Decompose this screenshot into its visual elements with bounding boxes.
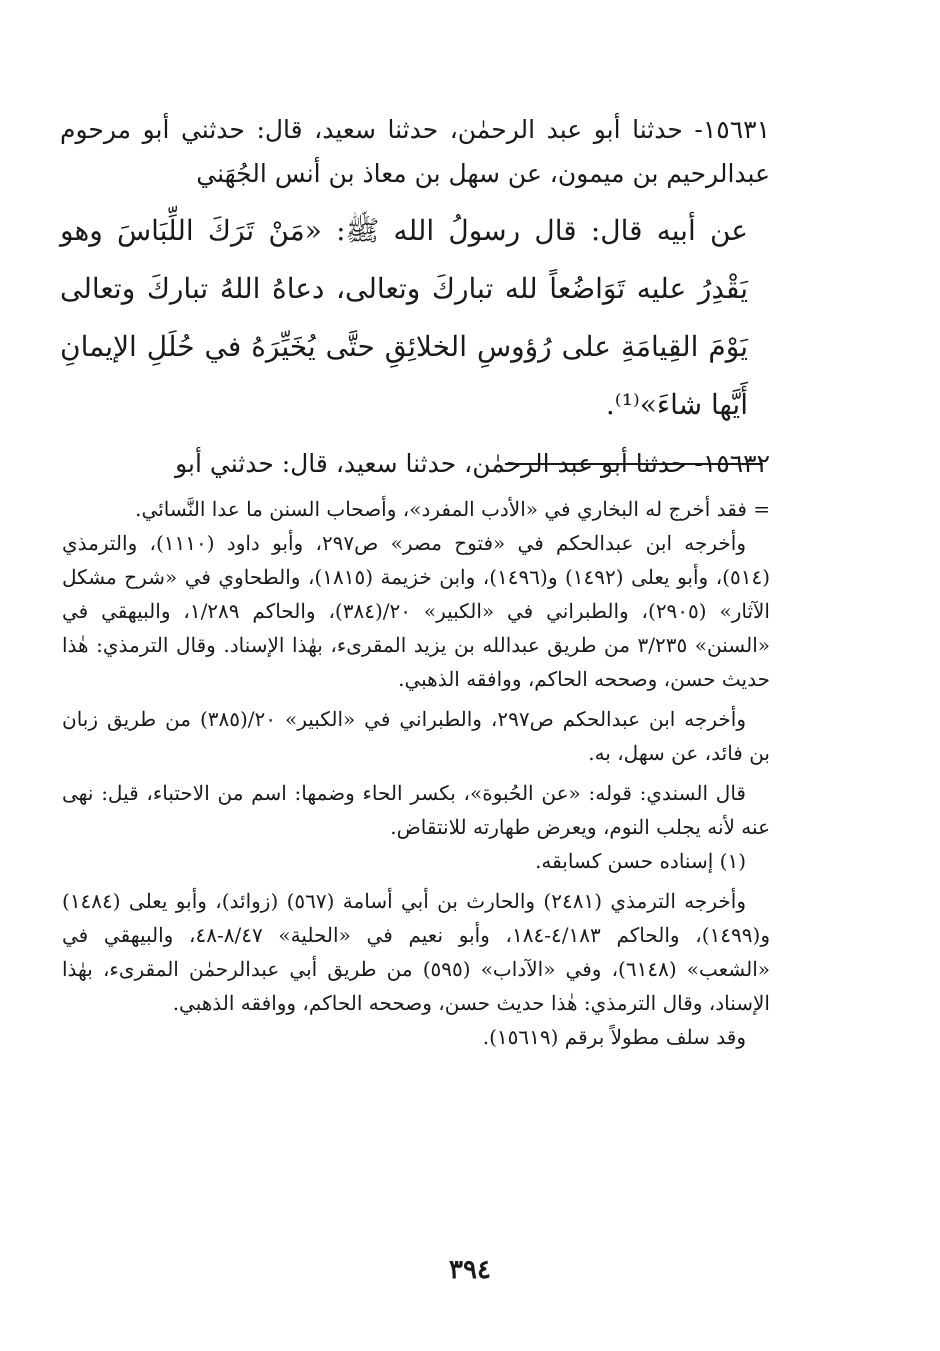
footnotes	[62, 492, 770, 1054]
footnote-paragraph: وأخرجه الترمذي (٢٤٨١) والحارث بن أبي أسامة (٥٦٧) (زوائد)، وأبو يعلى (١٤٨٤) و(١٤٩٩)، والحاكم ٤/١٨٣-١٨٤، وأبو نعيم في «الحلية» ٨/٤٧-٤٨، والبيهقي في «الشعب» (٦١٤٨)، وفي «الآداب» (٥٩٥) من طريق أبي عبدالرحمٰن المقرىء، بهٰذا الإسناد، وقال الترمذي: هٰذا حديث حسن، وصححه الحاكم، ووافقه الذهبي.	[62, 889, 770, 1015]
footnote-paragraph: وأخرجه ابن عبدالحكم في «فتوح مصر» ص٢٩٧، وأبو داود (١١١٠)، والترمذي (٥١٤)، وأبو يعلى (١٤٩٢) و(١٤٩٦)، وابن خزيمة (١٨١٥)، والطحاوي في «شرح مشكل الآثار» (٢٩٠٥)، والطبراني في «الكبير» ٢٠/(٣٨٤)، والحاكم ١/٢٨٩، والبيهقي في «السنن» ٣/٢٣٥ من طريق عبدالله بن يزيد المقرىء، بهٰذا الإسناد. وقال الترمذي: هٰذا حديث حسن، وصححه الحاكم، ووافقه الذهبي.	[62, 531, 771, 691]
footnote-divider	[505, 463, 763, 465]
page-number: ٣٩٤	[449, 1255, 491, 1285]
hadith-15632-isnad: ١٥٦٣٢- حدثنا أبو عبد الرحمٰن، حدثنا سعيد، قال: حدثني أبو	[175, 449, 770, 478]
footnote-paragraph: قال السندي: قوله: «عن الحُبوة»، بكسر الحاء وضمها: اسم من الاحتباء، قيل: نهى عنه لأنه يجلب النوم، ويعرض طهارته للانتقاض.	[62, 781, 770, 839]
main-text	[60, 108, 770, 486]
hadith-15631-isnad: ١٥٦٣١- حدثنا أبو عبد الرحمٰن، حدثنا سعيد، قال: حدثني أبو مرحوم عبدالرحيم بن ميمون، عن سهل بن معاذ بن أنس الجُهَني	[60, 115, 770, 188]
footnote-1: (١) إسناده حسن كسابقه.	[535, 849, 746, 873]
footnote-continuation: = فقد أخرج له البخاري في «الأدب المفرد»، وأصحاب السنن ما عدا النَّسائي.	[135, 497, 770, 521]
footnote-paragraph: وقد سلف مطولاً برقم (١٥٦١٩).	[482, 1025, 746, 1049]
footnote-paragraph: وأخرجه ابن عبدالحكم ص٢٩٧، والطبراني في «الكبير» ٢٠/(٣٨٥) من طريق زبان بن فائد، عن سهل، به.	[62, 707, 770, 765]
hadith-15631-matn: عن أبيه قال: قال رسولُ الله ﷺ: «مَنْ تَرَكَ اللِّبَاسَ وهو يَقْدِرُ عليه تَوَاضُعاً لله تباركَ وتعالى، دعاهُ اللهُ تباركَ وتعالى يَوْمَ القِيامَةِ على رُؤوسِ الخلائِقِ حتَّى يُخَيِّرَهُ في حُلَلِ الإيمانِ أَيَّها شاءَ»⁽¹⁾.	[60, 214, 748, 421]
